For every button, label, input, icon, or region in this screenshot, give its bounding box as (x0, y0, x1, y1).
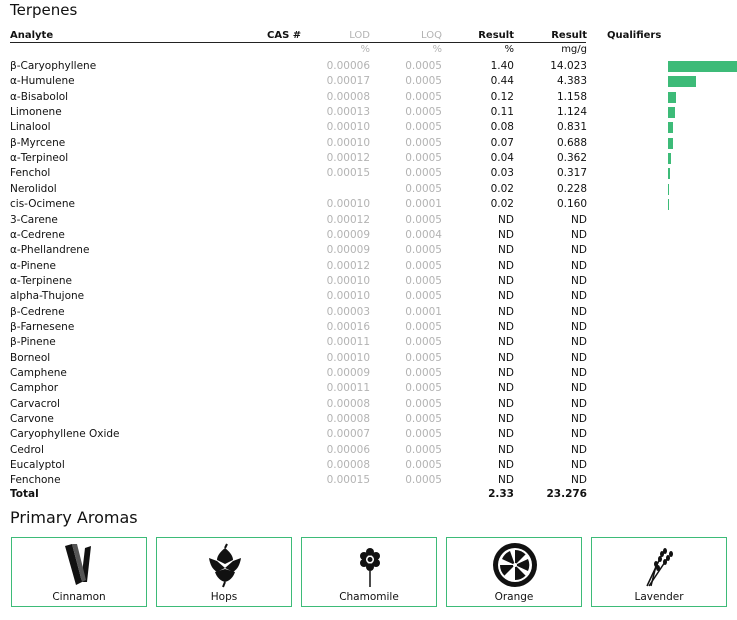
result-pct: ND (498, 290, 514, 303)
result-pct: ND (498, 320, 514, 333)
analyte-name: Eucalyptol (10, 459, 65, 472)
analyte-name: Caryophyllene Oxide (10, 428, 120, 441)
loq-value: 0.0005 (405, 274, 442, 287)
result-pct: 0.02 (490, 182, 514, 195)
analyte-name: Fenchol (10, 167, 51, 180)
result-pct: 0.08 (490, 121, 514, 134)
lod-value: 0.00008 (326, 413, 370, 426)
table-row (0, 120, 737, 135)
result-pct: ND (498, 428, 514, 441)
lod-value: 0.00010 (326, 121, 370, 134)
table-row (0, 412, 737, 427)
aroma-card-cinnamon (11, 537, 147, 607)
loq-value: 0.0005 (405, 167, 442, 180)
table-row (0, 397, 737, 412)
result-mg: 14.023 (550, 60, 587, 72)
table-row (0, 305, 737, 320)
result-mg: ND (571, 336, 587, 349)
analyte-name: α-Cedrene (10, 228, 65, 241)
header-result-mg: Result (551, 30, 587, 41)
header-lod: LOD (349, 30, 370, 41)
hops-icon (200, 542, 250, 588)
qualifier-bar (668, 107, 675, 118)
table-row (0, 259, 737, 274)
lod-value: 0.00010 (326, 274, 370, 287)
chamomile-icon (345, 542, 395, 588)
result-mg: 0.688 (556, 136, 587, 149)
analyte-name: Carvacrol (10, 397, 60, 410)
loq-value: 0.0005 (405, 60, 442, 72)
terpenes-title: Terpenes (10, 1, 78, 19)
aromas-title: Primary Aromas (10, 508, 138, 527)
result-pct: 0.11 (490, 106, 514, 119)
loq-value: 0.0005 (405, 474, 442, 487)
aroma-card-orange (446, 537, 582, 607)
lod-value: 0.00010 (326, 136, 370, 149)
table-row (0, 228, 737, 243)
analyte-name: Borneol (10, 351, 51, 364)
lod-value: 0.00012 (326, 152, 370, 165)
loq-value: 0.0005 (405, 259, 442, 272)
analyte-name: β-Cedrene (10, 305, 65, 318)
analyte-name: Cedrol (10, 443, 44, 456)
result-pct: ND (498, 351, 514, 364)
lod-value: 0.00008 (326, 90, 370, 103)
lod-value: 0.00003 (326, 305, 370, 318)
analyte-name: Limonene (10, 106, 62, 119)
analyte-name: α-Humulene (10, 75, 75, 88)
result-pct: 0.04 (490, 152, 514, 165)
header-loq: LOQ (421, 30, 442, 41)
aroma-label-cinnamon: Cinnamon (52, 591, 106, 603)
lod-value: 0.00008 (326, 459, 370, 472)
result-mg: ND (571, 274, 587, 287)
loq-value: 0.0005 (405, 290, 442, 303)
loq-value: 0.0001 (405, 198, 442, 211)
result-mg: 4.383 (556, 75, 587, 88)
table-row (0, 320, 737, 335)
loq-value: 0.0005 (405, 428, 442, 441)
analyte-name: β-Pinene (10, 336, 56, 349)
table-row (0, 274, 737, 289)
analyte-name: Camphene (10, 367, 67, 379)
result-pct: ND (498, 459, 514, 472)
result-mg: 1.158 (556, 90, 587, 103)
qualifier-bar (668, 61, 737, 72)
total-pct: 2.33 (488, 488, 514, 500)
analyte-name: β-Caryophyllene (10, 60, 97, 72)
result-pct: 0.44 (490, 75, 514, 88)
qualifier-bar (668, 138, 673, 149)
aroma-label-orange: Orange (494, 591, 534, 603)
result-pct: ND (498, 213, 514, 226)
unit-loq: % (432, 44, 442, 55)
table-row (0, 443, 737, 458)
table-row (0, 213, 737, 228)
loq-value: 0.0005 (405, 367, 442, 379)
header-analyte: Analyte (10, 30, 54, 41)
lod-value: 0.00011 (326, 382, 370, 395)
result-pct: 1.40 (490, 60, 514, 72)
qualifier-bar (668, 153, 671, 164)
qualifier-bar (668, 184, 669, 195)
lod-value: 0.00017 (326, 75, 370, 88)
analyte-name: alpha-Thujone (10, 290, 85, 303)
aroma-card-lavender (591, 537, 727, 607)
result-mg: ND (571, 459, 587, 472)
header-cas: CAS # (267, 30, 302, 41)
lod-value: 0.00015 (326, 474, 370, 487)
unit-result-pct: % (504, 44, 514, 55)
result-mg: 0.831 (556, 121, 587, 134)
lod-value: 0.00006 (326, 443, 370, 456)
aroma-label-lavender: Lavender (634, 591, 684, 603)
loq-value: 0.0005 (405, 75, 442, 88)
table-row (0, 105, 737, 120)
result-mg: ND (571, 213, 587, 226)
analyte-name: α-Phellandrene (10, 244, 90, 257)
aroma-card-chamomile (301, 537, 437, 607)
table-row (0, 197, 737, 212)
table-row (0, 243, 737, 258)
lod-value: 0.00012 (326, 213, 370, 226)
result-pct: ND (498, 336, 514, 349)
loq-value: 0.0005 (405, 413, 442, 426)
lod-value: 0.00010 (326, 290, 370, 303)
analyte-name: Camphor (10, 382, 59, 395)
loq-value: 0.0005 (405, 106, 442, 119)
qualifier-bar (668, 168, 670, 179)
result-pct: 0.02 (490, 198, 514, 211)
table-row (0, 427, 737, 442)
loq-value: 0.0005 (405, 443, 442, 456)
loq-value: 0.0005 (405, 459, 442, 472)
loq-value: 0.0005 (405, 244, 442, 257)
result-pct: ND (498, 244, 514, 257)
loq-value: 0.0005 (405, 213, 442, 226)
lod-value: 0.00007 (326, 428, 370, 441)
analyte-name: 3-Carene (10, 213, 58, 226)
table-row (0, 90, 737, 105)
result-pct: ND (498, 413, 514, 426)
analyte-name: α-Terpineol (10, 152, 69, 165)
loq-value: 0.0004 (405, 228, 442, 241)
lod-value: 0.00009 (326, 367, 370, 379)
qualifier-bar (668, 92, 676, 103)
result-pct: ND (498, 397, 514, 410)
analyte-name: α-Bisabolol (10, 90, 69, 103)
analyte-name: β-Farnesene (10, 320, 75, 333)
loq-value: 0.0005 (405, 382, 442, 395)
result-pct: ND (498, 228, 514, 241)
result-mg: ND (571, 428, 587, 441)
result-mg: ND (571, 382, 587, 395)
result-pct: ND (498, 443, 514, 456)
result-mg: 0.362 (556, 152, 587, 165)
result-mg: ND (571, 290, 587, 303)
loq-value: 0.0001 (405, 305, 442, 318)
result-mg: 1.124 (556, 106, 587, 119)
analyte-name: cis-Ocimene (10, 198, 75, 211)
loq-value: 0.0005 (405, 90, 442, 103)
lod-value: 0.00009 (326, 244, 370, 257)
table-row (0, 381, 737, 396)
analyte-name: Linalool (10, 121, 51, 134)
result-mg: ND (571, 259, 587, 272)
analyte-name: β-Myrcene (10, 136, 66, 149)
lod-value: 0.00011 (326, 336, 370, 349)
table-row (0, 289, 737, 304)
loq-value: 0.0005 (405, 182, 442, 195)
total-label: Total (10, 488, 39, 500)
lod-value: 0.00010 (326, 198, 370, 211)
result-pct: ND (498, 367, 514, 379)
loq-value: 0.0005 (405, 152, 442, 165)
result-mg: ND (571, 244, 587, 257)
lod-value: 0.00008 (326, 397, 370, 410)
result-mg: 0.160 (556, 198, 587, 211)
loq-value: 0.0005 (405, 121, 442, 134)
table-row (0, 351, 737, 366)
result-pct: ND (498, 474, 514, 487)
loq-value: 0.0005 (405, 351, 442, 364)
analyte-name: Fenchone (10, 474, 61, 487)
total-mg: 23.276 (546, 488, 587, 500)
loq-value: 0.0005 (405, 320, 442, 333)
qualifier-bar (668, 76, 696, 87)
header-result-pct: Result (478, 30, 514, 41)
header-qualifiers: Qualifiers (607, 30, 662, 41)
table-row (0, 458, 737, 473)
result-pct: 0.07 (490, 136, 514, 149)
lod-value: 0.00006 (326, 60, 370, 72)
analyte-name: Nerolidol (10, 182, 57, 195)
table-row (0, 166, 737, 181)
qualifier-bar (668, 199, 669, 210)
unit-result-mg: mg/g (561, 44, 587, 55)
result-mg: ND (571, 228, 587, 241)
qualifier-bar (668, 122, 673, 133)
analyte-name: α-Terpinene (10, 274, 72, 287)
header-divider (10, 42, 586, 43)
aroma-label-hops: Hops (210, 591, 238, 603)
result-pct: 0.12 (490, 90, 514, 103)
result-mg: ND (571, 351, 587, 364)
result-mg: ND (571, 474, 587, 487)
result-pct: ND (498, 259, 514, 272)
table-row (0, 335, 737, 350)
result-mg: ND (571, 397, 587, 410)
result-mg: ND (571, 320, 587, 333)
orange-icon (490, 542, 540, 588)
cinnamon-icon (55, 542, 105, 588)
table-row (0, 59, 737, 74)
aroma-label-chamomile: Chamomile (339, 591, 399, 603)
loq-value: 0.0005 (405, 336, 442, 349)
result-mg: ND (571, 305, 587, 318)
lod-value: 0.00013 (326, 106, 370, 119)
result-mg: ND (571, 413, 587, 426)
unit-lod: % (360, 44, 370, 55)
table-row (0, 366, 737, 381)
result-pct: 0.03 (490, 167, 514, 180)
result-mg: ND (571, 367, 587, 379)
result-mg: ND (571, 443, 587, 456)
total-row (0, 487, 737, 502)
analyte-name: Carvone (10, 413, 54, 426)
lod-value: 0.00012 (326, 259, 370, 272)
result-pct: ND (498, 382, 514, 395)
table-row (0, 74, 737, 89)
loq-value: 0.0005 (405, 136, 442, 149)
lod-value: 0.00009 (326, 228, 370, 241)
aroma-card-hops (156, 537, 292, 607)
table-row (0, 182, 737, 197)
loq-value: 0.0005 (405, 397, 442, 410)
table-row (0, 151, 737, 166)
result-mg: 0.228 (556, 182, 587, 195)
table-row (0, 136, 737, 151)
lod-value: 0.00016 (326, 320, 370, 333)
lavender-icon (635, 542, 685, 588)
result-mg: 0.317 (556, 167, 587, 180)
lod-value: 0.00015 (326, 167, 370, 180)
analyte-name: α-Pinene (10, 259, 56, 272)
result-pct: ND (498, 274, 514, 287)
result-pct: ND (498, 305, 514, 318)
lod-value: 0.00010 (326, 351, 370, 364)
